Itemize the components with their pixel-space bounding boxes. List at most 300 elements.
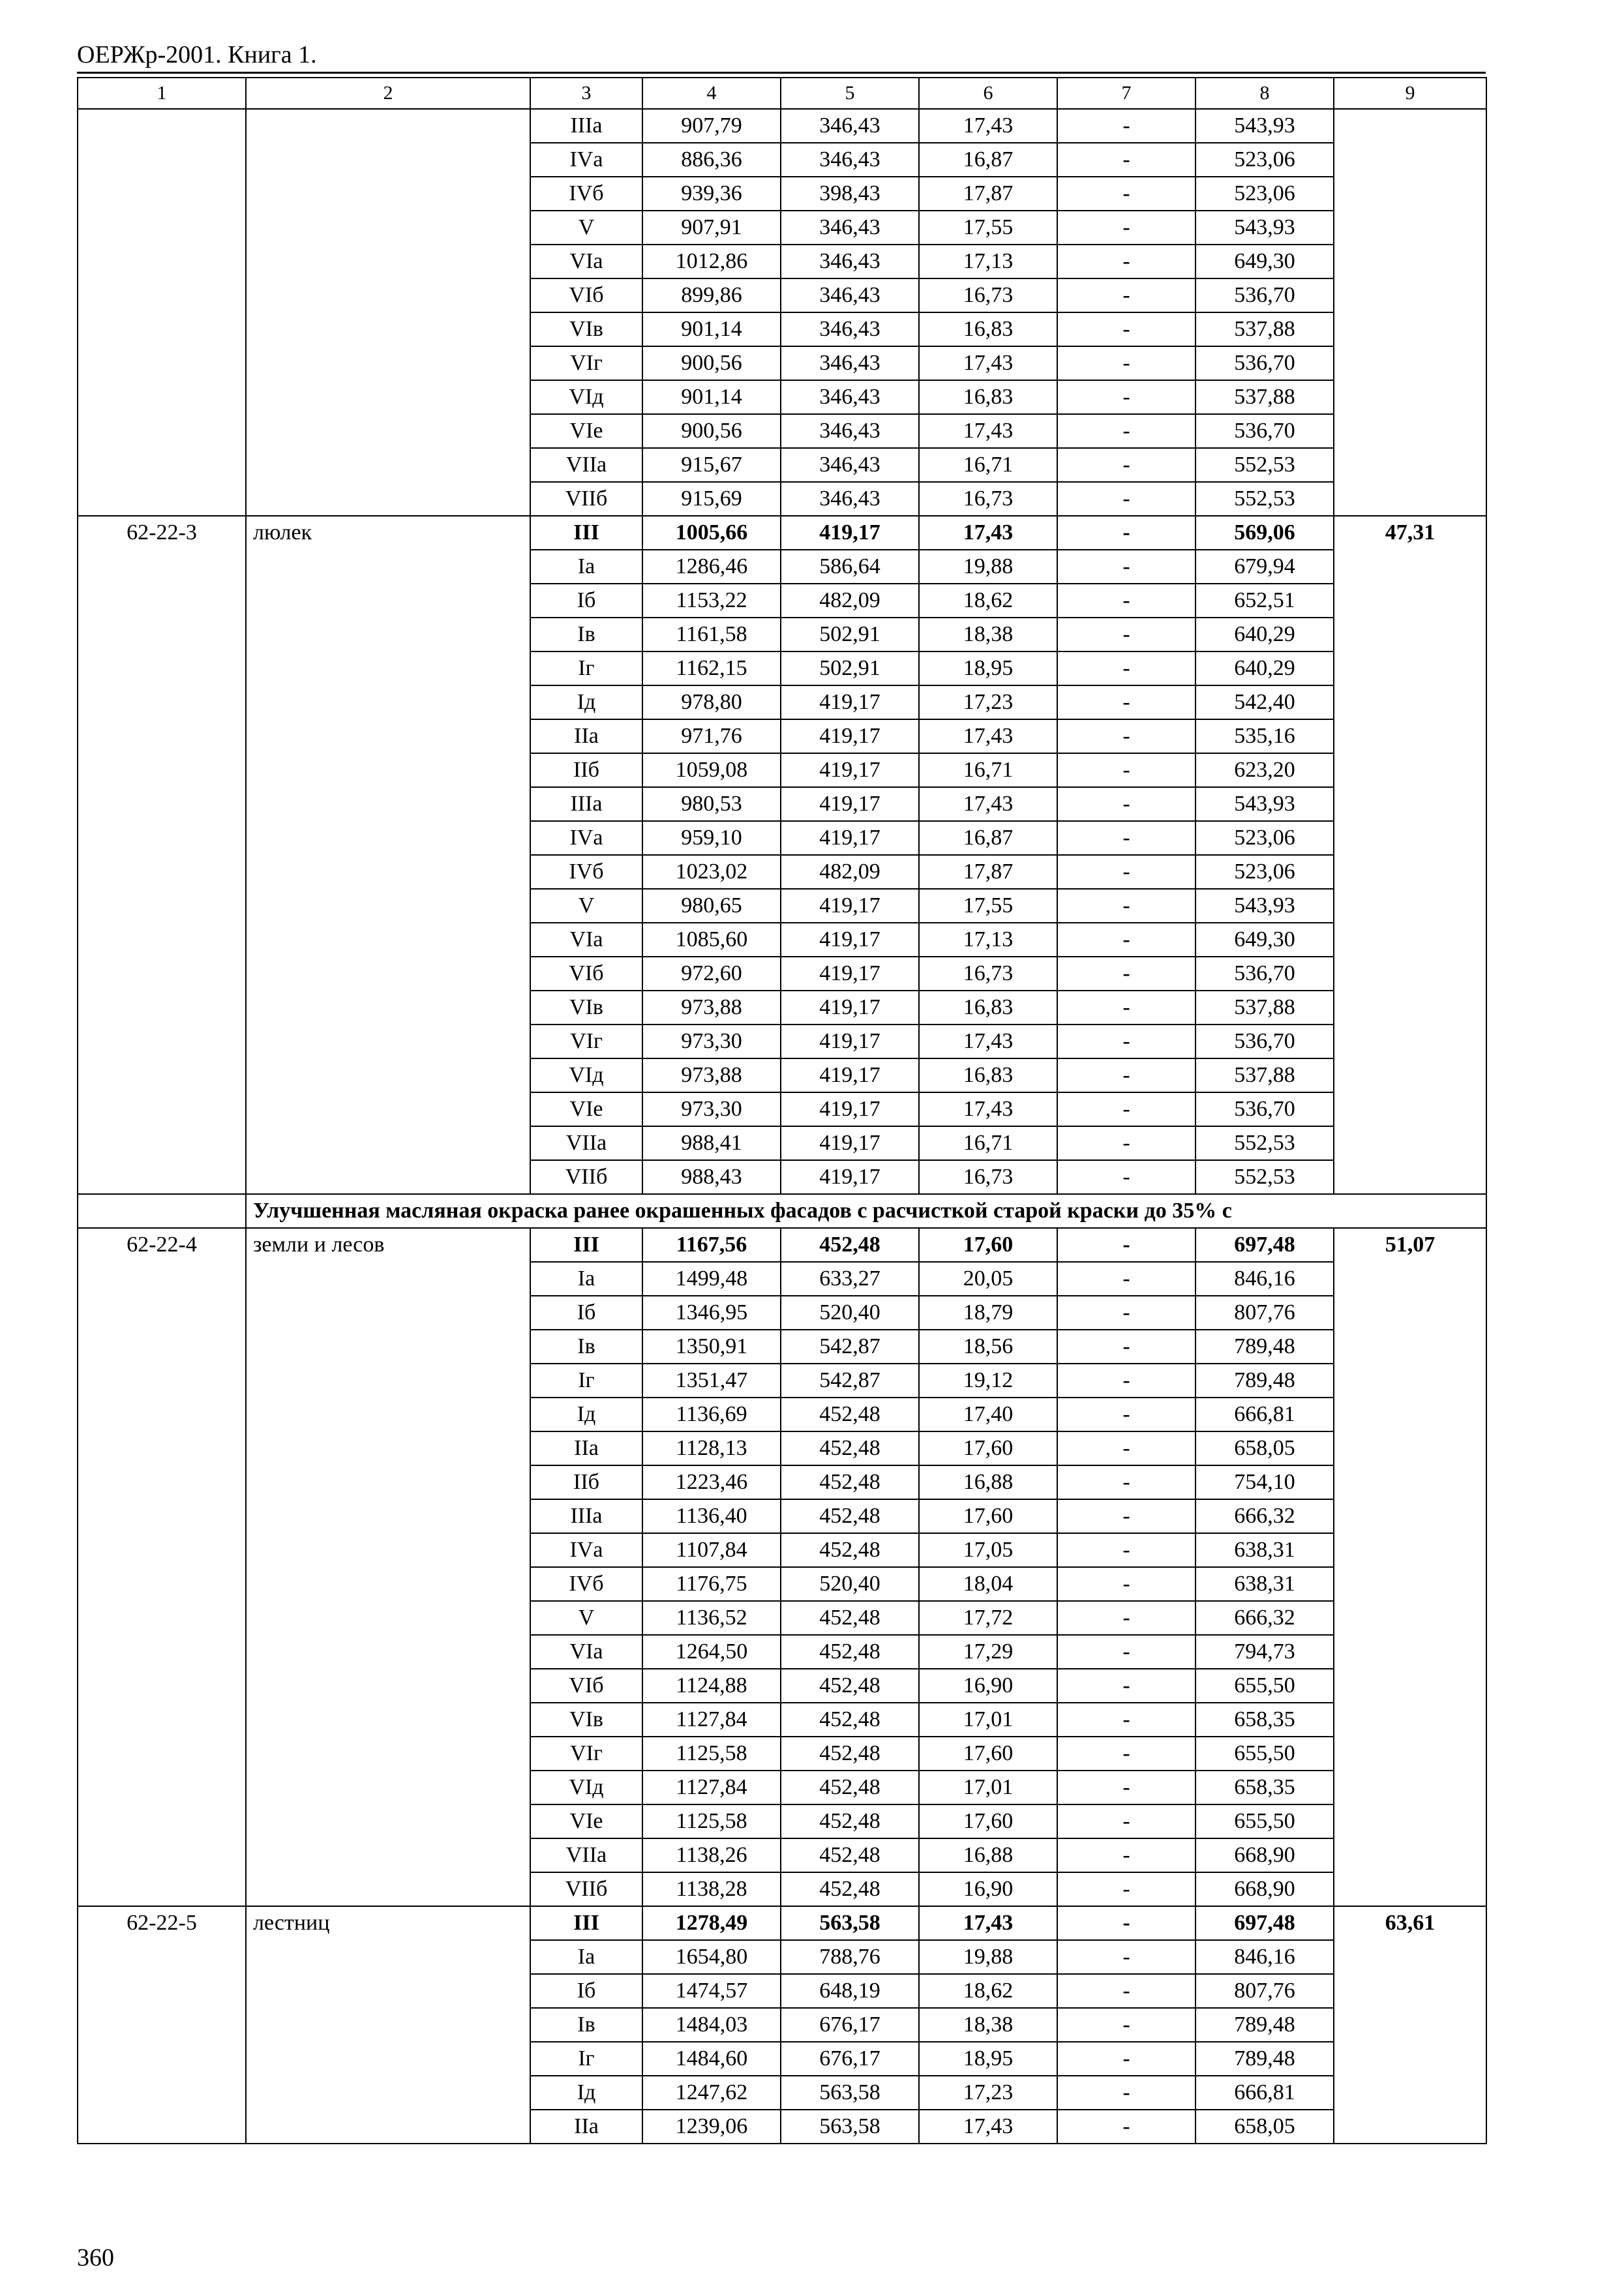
table-cell: 17,43 xyxy=(919,719,1057,753)
table-cell: - xyxy=(1057,1296,1195,1330)
table-cell: - xyxy=(1057,1092,1195,1126)
table-cell: - xyxy=(1057,346,1195,380)
table-cell: 452,48 xyxy=(781,1635,919,1669)
table-cell: 419,17 xyxy=(781,1058,919,1092)
table-cell: 16,73 xyxy=(919,957,1057,991)
table-cell: - xyxy=(1057,1499,1195,1533)
item-rate: 47,31 xyxy=(1334,516,1486,1194)
table-cell: 971,76 xyxy=(642,719,781,753)
table-cell: IIIа xyxy=(530,787,642,821)
section-row xyxy=(78,1194,1486,1228)
table-cell: 1264,50 xyxy=(642,1635,781,1669)
table-cell: 17,43 xyxy=(919,1025,1057,1058)
table-cell: IVб xyxy=(530,177,642,211)
table-cell: 452,48 xyxy=(781,1669,919,1703)
table-cell: IVа xyxy=(530,1533,642,1567)
table-cell: - xyxy=(1057,550,1195,584)
table-cell: 973,30 xyxy=(642,1092,781,1126)
table-cell: 658,05 xyxy=(1195,1431,1334,1465)
table-cell: VIв xyxy=(530,991,642,1025)
table-cell: 18,38 xyxy=(919,618,1057,651)
table-cell: 520,40 xyxy=(781,1296,919,1330)
table-cell: 552,53 xyxy=(1195,1160,1334,1194)
table-cell: - xyxy=(1057,1364,1195,1398)
table-cell: 520,40 xyxy=(781,1567,919,1601)
table-cell: 452,48 xyxy=(781,1838,919,1872)
table-cell: 988,41 xyxy=(642,1126,781,1160)
table-cell: 754,10 xyxy=(1195,1465,1334,1499)
table-cell: 973,88 xyxy=(642,1058,781,1092)
table-cell: IIа xyxy=(530,1431,642,1465)
table-cell: 346,43 xyxy=(781,414,919,448)
table-cell: 1136,52 xyxy=(642,1601,781,1635)
table-cell: - xyxy=(1057,1804,1195,1838)
table-cell: 482,09 xyxy=(781,584,919,618)
table-cell: - xyxy=(1057,380,1195,414)
table-cell: 563,58 xyxy=(781,2076,919,2110)
table-cell: - xyxy=(1057,2042,1195,2076)
table-cell: VIд xyxy=(530,1771,642,1804)
table-cell: 523,06 xyxy=(1195,143,1334,177)
table-cell: 20,05 xyxy=(919,1262,1057,1296)
table-cell: - xyxy=(1057,855,1195,889)
table-cell: 346,43 xyxy=(781,109,919,143)
table-cell: 1124,88 xyxy=(642,1669,781,1703)
table-row xyxy=(78,109,1486,143)
table-cell: - xyxy=(1057,1533,1195,1567)
table-cell: - xyxy=(1057,245,1195,278)
table-cell: 1127,84 xyxy=(642,1771,781,1804)
table-cell: 17,60 xyxy=(919,1737,1057,1771)
item-code: 62-22-3 xyxy=(78,516,246,1194)
table-cell: - xyxy=(1057,685,1195,719)
table-cell: 697,48 xyxy=(1195,1906,1334,1940)
table-cell: 16,71 xyxy=(919,448,1057,482)
table-cell: 543,93 xyxy=(1195,787,1334,821)
table-cell: 980,65 xyxy=(642,889,781,923)
table-cell: 658,05 xyxy=(1195,2110,1334,2144)
table-cell: 17,43 xyxy=(919,414,1057,448)
table-cell: 537,88 xyxy=(1195,1058,1334,1092)
table-cell: 666,32 xyxy=(1195,1601,1334,1635)
table-cell: - xyxy=(1057,651,1195,685)
table-cell: 794,73 xyxy=(1195,1635,1334,1669)
table-cell: VIе xyxy=(530,414,642,448)
table-cell: 1286,46 xyxy=(642,550,781,584)
table-cell: 915,69 xyxy=(642,482,781,516)
table-cell: 1167,56 xyxy=(642,1228,781,1262)
table-cell: 1484,60 xyxy=(642,2042,781,2076)
table-cell: - xyxy=(1057,1330,1195,1364)
table-cell: - xyxy=(1057,1160,1195,1194)
table-cell: 638,31 xyxy=(1195,1533,1334,1567)
item-code xyxy=(78,109,246,516)
table-cell: 907,79 xyxy=(642,109,781,143)
table-cell: 907,91 xyxy=(642,211,781,245)
column-number: 3 xyxy=(530,78,642,109)
table-cell: 666,81 xyxy=(1195,2076,1334,2110)
table-cell: 17,60 xyxy=(919,1228,1057,1262)
table-cell: Iб xyxy=(530,1974,642,2008)
table-cell: 899,86 xyxy=(642,278,781,312)
table-cell: VIIб xyxy=(530,1872,642,1906)
table-cell: 452,48 xyxy=(781,1804,919,1838)
table-cell: 346,43 xyxy=(781,380,919,414)
table-cell: IIб xyxy=(530,753,642,787)
table-cell: 346,43 xyxy=(781,346,919,380)
table-cell: VIг xyxy=(530,1737,642,1771)
table-cell: 16,83 xyxy=(919,1058,1057,1092)
table-cell: - xyxy=(1057,2008,1195,2042)
table-cell: 17,29 xyxy=(919,1635,1057,1669)
table-cell: - xyxy=(1057,1262,1195,1296)
table-cell: VIг xyxy=(530,1025,642,1058)
table-cell: IVб xyxy=(530,1567,642,1601)
item-name: люлек xyxy=(246,516,530,1194)
table-cell: 452,48 xyxy=(781,1398,919,1431)
table-cell: VIе xyxy=(530,1804,642,1838)
table-cell: 17,13 xyxy=(919,245,1057,278)
header-rule xyxy=(77,72,1486,74)
table-cell: 1484,03 xyxy=(642,2008,781,2042)
table-cell: 676,17 xyxy=(781,2042,919,2076)
table-cell: 1474,57 xyxy=(642,1974,781,2008)
table-cell: 17,87 xyxy=(919,855,1057,889)
table-cell: IIб xyxy=(530,1465,642,1499)
table-cell: 452,48 xyxy=(781,1737,919,1771)
column-number: 9 xyxy=(1334,78,1486,109)
column-number: 4 xyxy=(642,78,781,109)
table-cell: Iг xyxy=(530,2042,642,2076)
table-cell: VIIа xyxy=(530,1126,642,1160)
table-cell: 1127,84 xyxy=(642,1703,781,1737)
table-cell: V xyxy=(530,1601,642,1635)
table-cell: VIIб xyxy=(530,482,642,516)
table-cell: 563,58 xyxy=(781,2110,919,2144)
column-number: 7 xyxy=(1057,78,1195,109)
table-cell: Iа xyxy=(530,1262,642,1296)
table-cell: 1176,75 xyxy=(642,1567,781,1601)
table-cell: 623,20 xyxy=(1195,753,1334,787)
table-cell: 17,05 xyxy=(919,1533,1057,1567)
table-cell: 807,76 xyxy=(1195,1296,1334,1330)
table-cell: 16,83 xyxy=(919,380,1057,414)
table-cell: Iд xyxy=(530,685,642,719)
table-cell: 1005,66 xyxy=(642,516,781,550)
table-cell: 535,16 xyxy=(1195,719,1334,753)
table-cell: IIIа xyxy=(530,109,642,143)
table-cell: 536,70 xyxy=(1195,346,1334,380)
table-cell: VIIа xyxy=(530,448,642,482)
table-cell: Iв xyxy=(530,618,642,651)
table-cell: 419,17 xyxy=(781,753,919,787)
table-cell: VIб xyxy=(530,957,642,991)
table-cell: 915,67 xyxy=(642,448,781,482)
table-cell: 16,88 xyxy=(919,1838,1057,1872)
table-cell: - xyxy=(1057,448,1195,482)
table-cell: - xyxy=(1057,1126,1195,1160)
table-cell: 536,70 xyxy=(1195,1092,1334,1126)
table-cell: 648,19 xyxy=(781,1974,919,2008)
table-cell: - xyxy=(1057,516,1195,550)
table-cell: 537,88 xyxy=(1195,991,1334,1025)
table-cell: 419,17 xyxy=(781,923,919,957)
table-cell: 419,17 xyxy=(781,719,919,753)
table-cell: 1138,26 xyxy=(642,1838,781,1872)
table-cell: 17,43 xyxy=(919,109,1057,143)
table-cell: 16,71 xyxy=(919,753,1057,787)
table-cell: 1136,40 xyxy=(642,1499,781,1533)
table-cell: - xyxy=(1057,143,1195,177)
table-cell: 655,50 xyxy=(1195,1737,1334,1771)
table-cell: Iв xyxy=(530,1330,642,1364)
table-cell: - xyxy=(1057,787,1195,821)
table-cell: 17,43 xyxy=(919,516,1057,550)
table-cell: 633,27 xyxy=(781,1262,919,1296)
table-cell: VIIб xyxy=(530,1160,642,1194)
table-cell: 452,48 xyxy=(781,1431,919,1465)
table-cell: 563,58 xyxy=(781,1906,919,1940)
table-cell: 640,29 xyxy=(1195,618,1334,651)
table-cell: - xyxy=(1057,889,1195,923)
table-cell: Iб xyxy=(530,1296,642,1330)
table-cell: 1247,62 xyxy=(642,2076,781,2110)
table-cell: Iа xyxy=(530,550,642,584)
table-cell: Iг xyxy=(530,651,642,685)
table-cell: - xyxy=(1057,1974,1195,2008)
table-cell: 543,93 xyxy=(1195,109,1334,143)
table-cell: 655,50 xyxy=(1195,1669,1334,1703)
table-cell: 419,17 xyxy=(781,1126,919,1160)
table-cell: 1162,15 xyxy=(642,651,781,685)
table-cell: 16,87 xyxy=(919,143,1057,177)
table-cell: - xyxy=(1057,109,1195,143)
table-cell: 655,50 xyxy=(1195,1804,1334,1838)
table-cell: 523,06 xyxy=(1195,821,1334,855)
table-cell: Iг xyxy=(530,1364,642,1398)
table-cell: 346,43 xyxy=(781,482,919,516)
table-cell: 658,35 xyxy=(1195,1703,1334,1737)
table-cell: 419,17 xyxy=(781,685,919,719)
table-cell: 16,73 xyxy=(919,482,1057,516)
table-cell: 1085,60 xyxy=(642,923,781,957)
table-cell: 17,60 xyxy=(919,1804,1057,1838)
table-cell: 346,43 xyxy=(781,211,919,245)
table-cell: Iд xyxy=(530,2076,642,2110)
table-cell: VIа xyxy=(530,245,642,278)
table-cell: VIа xyxy=(530,923,642,957)
table-cell: 452,48 xyxy=(781,1499,919,1533)
table-cell: 18,95 xyxy=(919,2042,1057,2076)
table-cell: 419,17 xyxy=(781,889,919,923)
table-cell: 552,53 xyxy=(1195,448,1334,482)
table-cell: - xyxy=(1057,1398,1195,1431)
table-cell: Iв xyxy=(530,2008,642,2042)
table-cell: 543,93 xyxy=(1195,889,1334,923)
table-cell: - xyxy=(1057,278,1195,312)
table-cell: 17,43 xyxy=(919,1906,1057,1940)
table-row xyxy=(78,516,1486,550)
table-cell: 789,48 xyxy=(1195,1364,1334,1398)
table-cell: 1239,06 xyxy=(642,2110,781,2144)
table-cell: 1107,84 xyxy=(642,1533,781,1567)
item-rate xyxy=(1334,109,1486,516)
table-cell: 346,43 xyxy=(781,143,919,177)
table-cell: 17,60 xyxy=(919,1431,1057,1465)
price-table xyxy=(77,77,1487,2144)
table-cell: 789,48 xyxy=(1195,2008,1334,2042)
table-cell: 419,17 xyxy=(781,957,919,991)
table-cell: 452,48 xyxy=(781,1872,919,1906)
table-cell: 17,43 xyxy=(919,1092,1057,1126)
table-row xyxy=(78,1228,1486,1262)
table-cell: 502,91 xyxy=(781,618,919,651)
table-cell: 16,90 xyxy=(919,1872,1057,1906)
table-cell: - xyxy=(1057,1228,1195,1262)
table-cell: 19,88 xyxy=(919,550,1057,584)
table-cell: IVб xyxy=(530,855,642,889)
table-cell: IVа xyxy=(530,821,642,855)
table-cell: 346,43 xyxy=(781,245,919,278)
table-cell: 346,43 xyxy=(781,312,919,346)
table-cell: VIв xyxy=(530,1703,642,1737)
table-cell: - xyxy=(1057,414,1195,448)
table-cell: 1125,58 xyxy=(642,1737,781,1771)
table-cell: III xyxy=(530,1906,642,1940)
table-cell: - xyxy=(1057,1906,1195,1940)
table-cell: 18,56 xyxy=(919,1330,1057,1364)
column-number: 2 xyxy=(246,78,530,109)
table-cell: 419,17 xyxy=(781,821,919,855)
table-cell: 17,43 xyxy=(919,787,1057,821)
table-cell: Iд xyxy=(530,1398,642,1431)
table-cell: 419,17 xyxy=(781,1160,919,1194)
table-cell: 789,48 xyxy=(1195,2042,1334,2076)
table-cell: 398,43 xyxy=(781,177,919,211)
table-cell: 18,04 xyxy=(919,1567,1057,1601)
table-cell: 638,31 xyxy=(1195,1567,1334,1601)
table-cell: 17,23 xyxy=(919,685,1057,719)
item-code: 62-22-5 xyxy=(78,1906,246,2144)
table-cell: 536,70 xyxy=(1195,957,1334,991)
table-cell: 900,56 xyxy=(642,346,781,380)
table-cell: - xyxy=(1057,1058,1195,1092)
table-cell: V xyxy=(530,211,642,245)
table-cell: 542,87 xyxy=(781,1330,919,1364)
table-cell: 1654,80 xyxy=(642,1940,781,1974)
table-cell: 419,17 xyxy=(781,991,919,1025)
table-cell: VIIа xyxy=(530,1838,642,1872)
table-cell: VIд xyxy=(530,1058,642,1092)
item-rate: 63,61 xyxy=(1334,1906,1486,2144)
table-cell: 649,30 xyxy=(1195,245,1334,278)
table-cell: 537,88 xyxy=(1195,312,1334,346)
table-cell: 17,40 xyxy=(919,1398,1057,1431)
table-cell: IIа xyxy=(530,2110,642,2144)
table-cell: 676,17 xyxy=(781,2008,919,2042)
table-cell: III xyxy=(530,516,642,550)
table-cell: 939,36 xyxy=(642,177,781,211)
table-cell: 17,43 xyxy=(919,346,1057,380)
table-cell: VIг xyxy=(530,346,642,380)
table-row xyxy=(78,1906,1486,1940)
table-cell: - xyxy=(1057,177,1195,211)
table-cell: 640,29 xyxy=(1195,651,1334,685)
column-number: 8 xyxy=(1195,78,1334,109)
table-cell: 973,88 xyxy=(642,991,781,1025)
table-cell: - xyxy=(1057,618,1195,651)
table-cell: - xyxy=(1057,1669,1195,1703)
table-cell: 18,38 xyxy=(919,2008,1057,2042)
table-cell: 346,43 xyxy=(781,278,919,312)
table-cell: 17,55 xyxy=(919,211,1057,245)
table-cell: 959,10 xyxy=(642,821,781,855)
table-cell: 666,32 xyxy=(1195,1499,1334,1533)
table-cell: - xyxy=(1057,1771,1195,1804)
column-number: 6 xyxy=(919,78,1057,109)
table-cell: - xyxy=(1057,1838,1195,1872)
table-cell: 1153,22 xyxy=(642,584,781,618)
table-cell: 978,80 xyxy=(642,685,781,719)
table-cell: 419,17 xyxy=(781,516,919,550)
table-cell: - xyxy=(1057,1567,1195,1601)
table-cell: 666,81 xyxy=(1195,1398,1334,1431)
table-cell: 972,60 xyxy=(642,957,781,991)
table-cell: - xyxy=(1057,991,1195,1025)
table-cell: 901,14 xyxy=(642,380,781,414)
table-cell: VIб xyxy=(530,278,642,312)
table-cell: 1350,91 xyxy=(642,1330,781,1364)
table-cell: - xyxy=(1057,923,1195,957)
table-cell: 988,43 xyxy=(642,1160,781,1194)
table-cell: 523,06 xyxy=(1195,855,1334,889)
table-cell: 17,23 xyxy=(919,2076,1057,2110)
table-cell: - xyxy=(1057,1703,1195,1737)
table-cell: 542,40 xyxy=(1195,685,1334,719)
table-cell: 16,73 xyxy=(919,278,1057,312)
table-cell: 452,48 xyxy=(781,1228,919,1262)
table-cell: - xyxy=(1057,1635,1195,1669)
table-cell: - xyxy=(1057,211,1195,245)
table-cell: 452,48 xyxy=(781,1703,919,1737)
table-cell: 1346,95 xyxy=(642,1296,781,1330)
table-cell: - xyxy=(1057,719,1195,753)
table-cell: - xyxy=(1057,1601,1195,1635)
table-cell: - xyxy=(1057,482,1195,516)
page-number: 360 xyxy=(77,2244,114,2271)
table-cell: 980,53 xyxy=(642,787,781,821)
table-cell: 543,93 xyxy=(1195,211,1334,245)
table-cell: 17,87 xyxy=(919,177,1057,211)
table-cell: 788,76 xyxy=(781,1940,919,1974)
table-cell: VIб xyxy=(530,1669,642,1703)
table-cell: VIв xyxy=(530,312,642,346)
table-cell: - xyxy=(1057,312,1195,346)
table-cell: 652,51 xyxy=(1195,584,1334,618)
table-cell: IVа xyxy=(530,143,642,177)
table-cell: 1125,58 xyxy=(642,1804,781,1838)
table-cell: 886,36 xyxy=(642,143,781,177)
item-name xyxy=(246,109,530,516)
table-cell: 452,48 xyxy=(781,1465,919,1499)
table-cell: - xyxy=(1057,957,1195,991)
table-cell: 846,16 xyxy=(1195,1262,1334,1296)
table-cell: 536,70 xyxy=(1195,278,1334,312)
table-cell: 482,09 xyxy=(781,855,919,889)
table-cell: - xyxy=(1057,2076,1195,2110)
table-cell: 536,70 xyxy=(1195,414,1334,448)
column-number-row xyxy=(78,78,1486,109)
